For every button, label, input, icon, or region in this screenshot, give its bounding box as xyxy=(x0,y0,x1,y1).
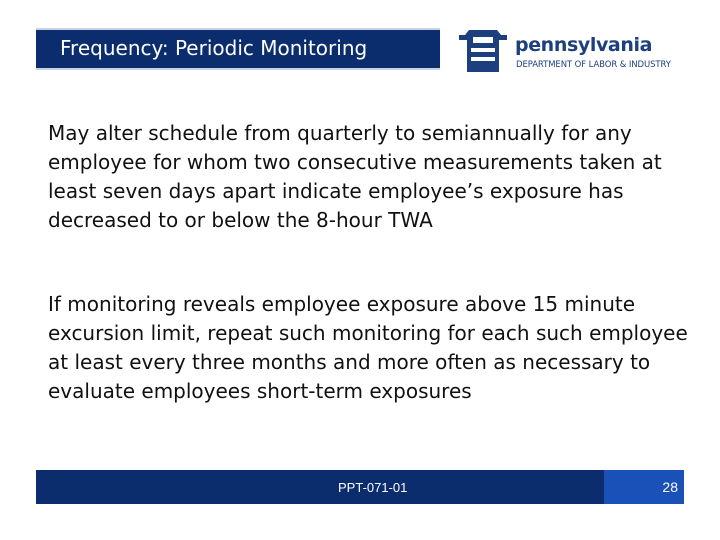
logo-department: DEPARTMENT OF LABOR & INDUSTRY xyxy=(516,60,671,70)
slide-title: Frequency: Periodic Monitoring xyxy=(60,36,368,60)
paragraph-1: May alter schedule from quarterly to semiannually for any employee for whom two consecutive measurements taken at least seven days apart indicate employee’s exposure has decreased to or below the 8-hour TWA xyxy=(48,121,662,232)
pennsylvania-logo xyxy=(455,28,695,78)
paragraph-2: If monitoring reveals employee exposure above 15 minute excursion limit, repeat such monitoring for each such employee at least every three months and more often as necessary to evaluate employees short-term exposures xyxy=(48,292,688,403)
page-number: 28 xyxy=(662,479,678,495)
footer-code: PPT-071-01 xyxy=(338,480,408,495)
logo-name: pennsylvania xyxy=(515,34,653,56)
title-bar xyxy=(36,28,440,70)
keystone-icon xyxy=(455,28,511,76)
